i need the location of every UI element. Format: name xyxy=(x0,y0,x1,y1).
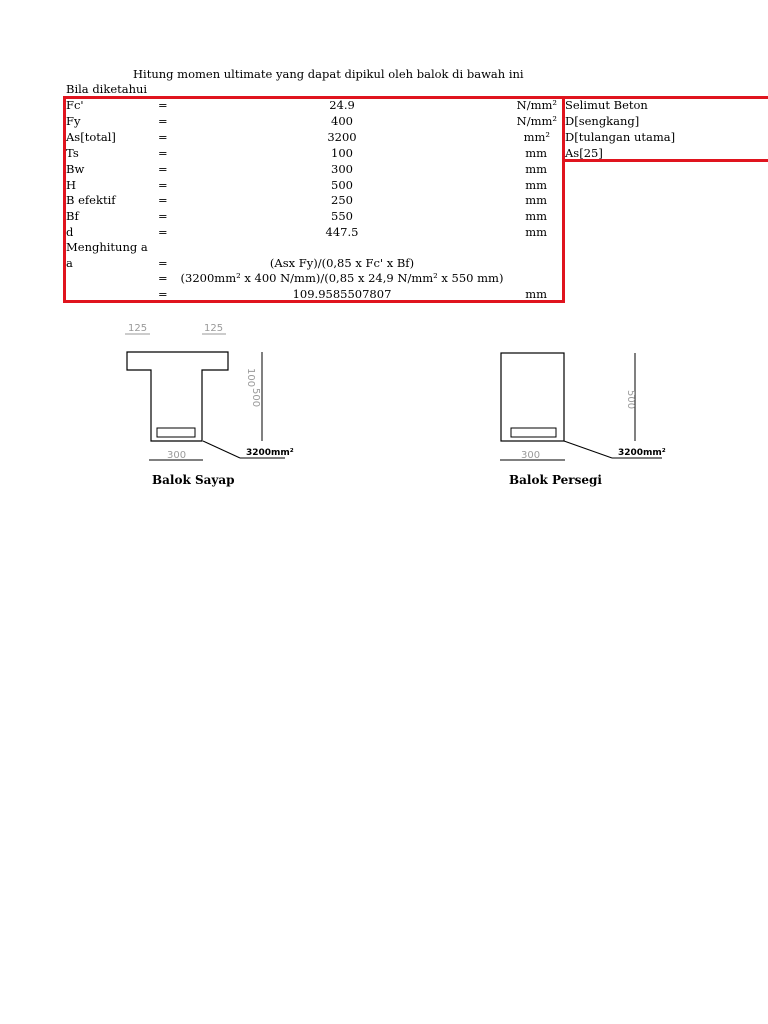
param-value: 400 xyxy=(331,114,353,128)
param-eq: = xyxy=(158,98,168,112)
dim-web-height: 500 xyxy=(250,388,261,408)
dim-width: 300 xyxy=(167,450,187,461)
param-value: 3200 xyxy=(327,130,357,144)
steel-leader xyxy=(203,441,240,458)
rect-steel-label: 3200mm² xyxy=(618,448,666,458)
param-unit: mm xyxy=(525,193,547,207)
rect-beam-diagram xyxy=(500,353,666,461)
calc-heading: Menghitung a xyxy=(66,240,148,254)
side-label-d-sengkang: D[sengkang] xyxy=(565,114,640,128)
param-name: Bf xyxy=(66,209,79,223)
param-eq: = xyxy=(158,162,168,176)
param-value: 500 xyxy=(331,178,353,192)
dim-flange-height: 100 xyxy=(245,368,256,388)
param-name: Fc' xyxy=(66,98,84,112)
param-name: H xyxy=(66,178,77,192)
param-eq: = xyxy=(158,193,168,207)
param-name: B efektif xyxy=(66,193,116,207)
subtitle: Bila diketahui xyxy=(66,82,148,96)
param-unit: N/mm² xyxy=(516,98,557,112)
param-name: Ts xyxy=(66,146,79,160)
param-unit: mm xyxy=(525,162,547,176)
param-eq: = xyxy=(158,114,168,128)
param-name: d xyxy=(66,225,74,239)
param-value: 447.5 xyxy=(325,225,359,239)
param-eq: = xyxy=(158,225,168,239)
param-value: 300 xyxy=(331,162,353,176)
param-eq: = xyxy=(158,178,168,192)
calc-unit: mm xyxy=(525,287,547,301)
side-label-selimut-beton: Selimut Beton xyxy=(565,98,648,112)
tbeam-diagram xyxy=(125,323,294,461)
param-name: Fy xyxy=(66,114,81,128)
dim-height: 500 xyxy=(625,390,636,410)
param-unit: mm xyxy=(525,178,547,192)
calc-eq: = xyxy=(158,287,168,301)
caption-balok-persegi: Balok Persegi xyxy=(509,473,602,487)
side-label-as25: As[25] xyxy=(565,146,603,160)
param-unit: N/mm² xyxy=(516,114,557,128)
dim-right-flange: 125 xyxy=(204,323,224,334)
param-unit: mm² xyxy=(523,130,550,144)
calc-eq: = xyxy=(158,271,168,285)
tbeam-steel-label: 3200mm² xyxy=(246,448,294,458)
steel-leader xyxy=(564,441,612,458)
calc-eq: = xyxy=(158,256,168,270)
dim-width: 300 xyxy=(521,450,541,461)
param-eq: = xyxy=(158,209,168,223)
param-value: 550 xyxy=(331,209,353,223)
param-value: 250 xyxy=(331,193,353,207)
dim-left-flange: 125 xyxy=(128,323,148,334)
param-name: As[total] xyxy=(66,130,116,144)
param-name: Bw xyxy=(66,162,85,176)
param-eq: = xyxy=(158,146,168,160)
tbeam-steel-rect xyxy=(157,428,195,437)
param-eq: = xyxy=(158,130,168,144)
param-value: 100 xyxy=(331,146,353,160)
param-unit: mm xyxy=(525,146,547,160)
param-unit: mm xyxy=(525,209,547,223)
param-value: 24.9 xyxy=(329,98,355,112)
calc-result: 109.9585507807 xyxy=(292,287,392,301)
param-unit: mm xyxy=(525,225,547,239)
side-label-d-tulangan: D[tulangan utama] xyxy=(565,130,676,144)
calc-formula: (Asx Fy)/(0,85 x Fc' x Bf) xyxy=(269,256,415,270)
calc-substitution: (3200mm² x 400 N/mm)/(0,85 x 24,9 N/mm² x 550 mm) xyxy=(180,271,504,285)
page-title: Hitung momen ultimate yang dapat dipikul oleh balok di bawah ini xyxy=(133,67,524,81)
rect-beam-steel-rect xyxy=(511,428,556,437)
calc-name: a xyxy=(66,256,73,270)
caption-balok-sayap: Balok Sayap xyxy=(152,473,235,487)
